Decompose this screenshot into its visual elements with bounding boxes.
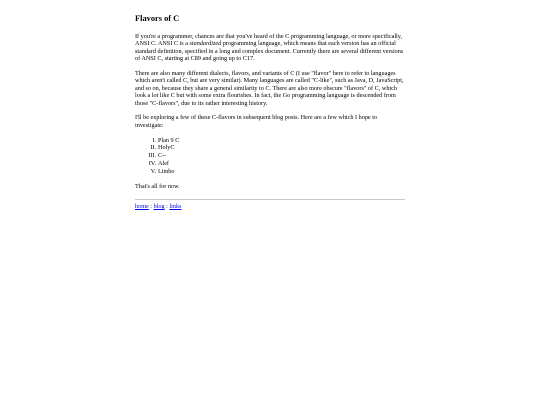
home-link[interactable]: home xyxy=(135,203,149,211)
list-item-number: V. xyxy=(150,167,156,175)
intro-emphasis: standardized xyxy=(189,40,222,48)
intro-text-end: programming language, which means that each version has an official standard definition, specified in a long and complex document. Currently there are several different versions of ANSI C, starting at C89 and going up to C17. xyxy=(135,40,404,63)
exploring-paragraph: I'll be exploring a few of these C-flavors in subsequent blog posts. Here are a few which I hope to investigate: xyxy=(135,114,378,129)
footer-separator: : xyxy=(164,203,170,211)
intro-text-start: If you're a programmer, chances are that you've heard of the C programming language, or more specifically, ANSI C. ANSI C is a xyxy=(135,33,403,48)
page-title: Flavors of C xyxy=(135,14,180,23)
article-container xyxy=(135,14,405,211)
footer-nav xyxy=(135,203,405,210)
closing-paragraph: That's all for now. xyxy=(135,183,180,191)
c-flavors-list xyxy=(135,137,405,176)
links-link[interactable]: links xyxy=(169,203,182,211)
list-item-number: III. xyxy=(148,152,156,160)
list-item-number: II. xyxy=(150,144,156,152)
list-item xyxy=(142,144,405,152)
intro-paragraph xyxy=(135,33,405,63)
list-item xyxy=(142,137,405,145)
list-item xyxy=(142,168,405,176)
list-item-label: C-- xyxy=(158,152,167,160)
list-item-number: IV. xyxy=(148,160,156,168)
list-item-number: I. xyxy=(152,136,156,144)
dialects-paragraph: There are also many different dialects, flavors, and variants of C (I use "flavor" here to refer to languages which aren't called C, but are very similar). Many languages are called "C-like", such as Java, D, JavaScript, and so on, because they share a general similarity to C. There are also more obscure "flavors" of C, which look a lot like C but with some extra flourishes. In fact, the Go programming language is descended from those "C-flavors", due to its rather interesting history. xyxy=(135,70,404,107)
list-item-label: HolyC xyxy=(158,144,175,152)
list-item-label: Plan 9 C xyxy=(158,136,180,144)
footer-divider xyxy=(135,199,405,200)
blog-link[interactable]: blog xyxy=(153,203,165,211)
list-item-label: Limbo xyxy=(158,167,175,175)
list-item xyxy=(142,160,405,168)
footer-separator: : xyxy=(148,203,154,211)
list-item-label: Alef xyxy=(158,160,169,168)
list-item xyxy=(142,152,405,160)
